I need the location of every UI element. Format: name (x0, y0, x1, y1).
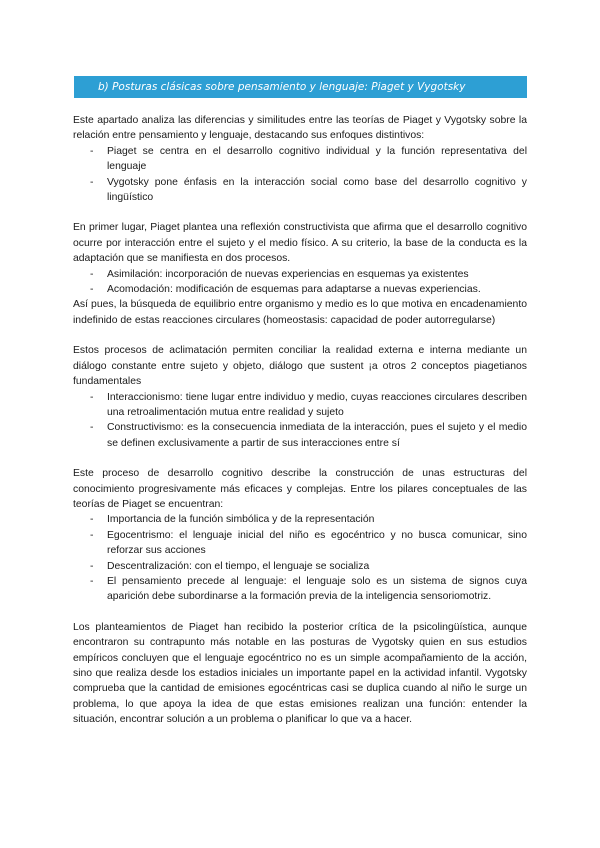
intro-paragraph: Este apartado analiza las diferencias y similitudes entre las teorías de Piaget y Vygotsky sobre la relación entre pensamiento y lenguaje, destacando sus enfoques distintivos: (73, 115, 527, 142)
adaptation-list (73, 267, 527, 298)
list-item: - Importancia de la función simbólica y de la representación (73, 512, 527, 527)
list-item: - Descentralización: con el tiempo, el lenguaje se socializa (73, 559, 527, 574)
document-body (73, 113, 527, 728)
concepts-list (73, 390, 527, 452)
vygotsky-paragraph: Los planteamientos de Piaget han recibido la posterior crítica de la psicolingüística, aunque encontraron su contrapunto más notable en las posturas de Vygotsky quien en sus estudios empíricos concluyen que el lenguaje egocéntrico no es un simple acompañamiento de la acción, sino que realiza desde los estadios iniciales un importante papel en la actividad infantil. Vygotsky comprueba que la cantidad de emisiones egocéntricas casi se duplica cuando al niño le surge un problema, lo que apoya la idea de que estas emisiones realizan una función: entender la situación, encontrar solución a un problema o planificar lo que va a hacer. (73, 621, 527, 726)
piaget-paragraph: En primer lugar, Piaget plantea una reflexión constructivista que afirma que el desarrollo cognitivo ocurre por interacción entre el sujeto y el medio físico. A su criterio, la base de la conducta es la adaptación que se manifiesta en dos procesos. (73, 222, 527, 265)
equilibrium-paragraph: Así pues, la búsqueda de equilibrio entre organismo y medio es lo que motiva en encadenamiento indefinido de estas reacciones circulares (homeostasis: capacidad de poder autorregularse) (73, 299, 527, 326)
list-item: - El pensamiento precede al lenguaje: el lenguaje solo es un sistema de signos cuya aparición debe subordinarse a la formación previa de la inteligencia sensoriomotriz. (73, 574, 527, 605)
list-item: - Vygotsky pone énfasis en la interacción social como base del desarrollo cognitivo y lingüístico (73, 175, 527, 206)
list-item: - Constructivismo: es la consecuencia inmediata de la interacción, pues el sujeto y el medio se definen exclusivamente a partir de sus interacciones entre sí (73, 420, 527, 451)
list-item: - Acomodación: modificación de esquemas para adaptarse a nuevas experiencias. (73, 282, 527, 297)
list-item: - Egocentrismo: el lenguaje inicial del niño es egocéntrico y no busca comunicar, sino reforzar sus acciones (73, 528, 527, 559)
aclimatacion-paragraph: Estos procesos de aclimatación permiten conciliar la realidad externa e interna mediante un diálogo constante entre sujeto y objeto, diálogo que sustent ¡a otros 2 conceptos piagetianos fundamentales (73, 345, 527, 388)
intro-list (73, 144, 527, 206)
list-item: - Piaget se centra en el desarrollo cognitivo individual y la función representativa del lenguaje (73, 144, 527, 175)
list-item: - Interaccionismo: tiene lugar entre individuo y medio, cuyas reacciones circulares describen una retroalimentación mutua entre realidad y sujeto (73, 390, 527, 421)
pillars-list (73, 512, 527, 604)
desarrollo-paragraph: Este proceso de desarrollo cognitivo describe la construcción de unas estructuras del conocimiento progresivamente más eficaces y complejas. Entre los pilares conceptuales de las teorías de Piaget se encuentran: (73, 468, 527, 510)
list-item: - Asimilación: incorporación de nuevas experiencias en esquemas ya existentes (73, 267, 527, 282)
section-heading-banner (74, 76, 527, 98)
section-heading: b) Posturas clásicas sobre pensamiento y lenguaje: Piaget y Vygotsky (98, 81, 466, 93)
